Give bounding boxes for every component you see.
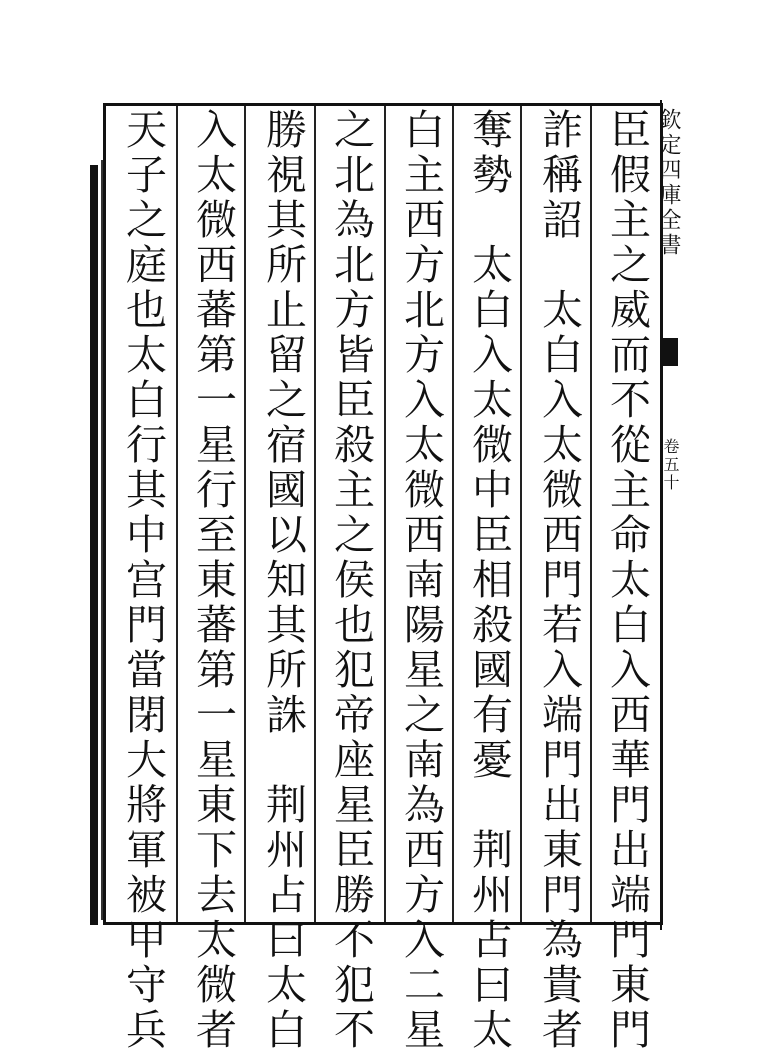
margin-header: 欽定四庫全書 (656, 108, 681, 258)
column-rule (452, 106, 454, 922)
text-column-1: 臣假主之威而不從主命太白入西華門出端門東門 (603, 108, 651, 1053)
page-edge-shadow (90, 165, 98, 925)
column-rule (314, 106, 316, 922)
column-rule (384, 106, 386, 922)
margin-volume: 卷五十 (661, 438, 680, 492)
text-column-4: 白主西方北方入太微西南陽星之南為西方入二星 (397, 108, 445, 1053)
text-column-5: 之北為北方皆臣殺主之侯也犯帝座星臣勝不犯不 (327, 108, 375, 1053)
text-column-6: 勝視其所止留之宿國以知其所誅 荆州占曰太白 (259, 108, 307, 1053)
text-column-3: 奪勢 太白入太微中臣相殺國有憂 荆州占曰太 (465, 108, 513, 1053)
margin-fishtail-mark (662, 338, 678, 366)
column-rule (520, 106, 522, 922)
column-rule (244, 106, 246, 922)
column-rule (176, 106, 178, 922)
text-column-2: 詐稱詔 太白入太微西門若入端門出東門為貴者 (535, 108, 583, 1053)
column-rule (590, 106, 592, 922)
text-column-7: 入太微西蕃第一星行至東蕃第一星東下去太微者 (189, 108, 237, 1053)
text-column-8: 天子之庭也太白行其中宫門當閉大將軍被甲守兵 (119, 108, 167, 1053)
